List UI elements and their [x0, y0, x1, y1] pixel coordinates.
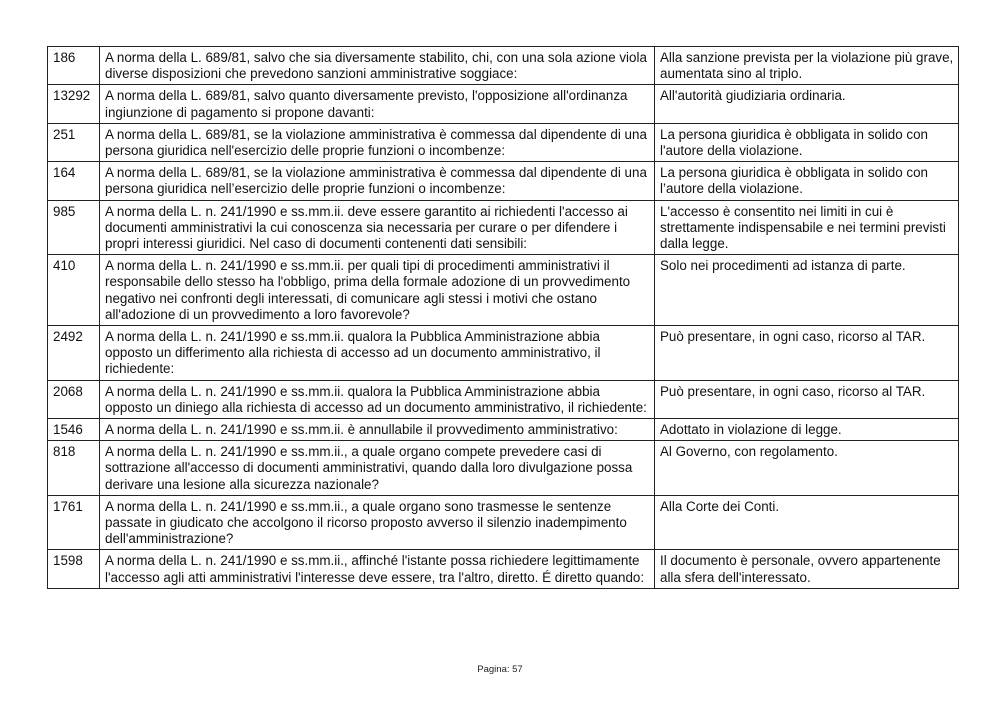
table-row	[48, 200, 959, 255]
question-id: 1546	[48, 419, 100, 441]
table-row	[48, 495, 959, 550]
table-row	[48, 47, 959, 85]
table-row	[48, 380, 959, 418]
question-text: A norma della L. 689/81, salvo che sia diversamente stabilito, chi, con una sola azione viola diverse disposizioni che prevedono sanzioni amministrative soggiace:	[100, 47, 655, 85]
table-row	[48, 326, 959, 381]
answer-text: La persona giuridica è obbligata in solido con l’autore della violazione.	[655, 162, 959, 200]
answer-text: Può presentare, in ogni caso, ricorso al TAR.	[655, 326, 959, 381]
question-text: A norma della L. 689/81, se la violazione amministrativa è commessa dal dipendente di una persona giuridica nell'esercizio delle proprie funzioni o incombenze:	[100, 123, 655, 161]
question-text: A norma della L. n. 241/1990 e ss.mm.ii., affinché l'istante possa richiedere legittimamente l'accesso agli atti amministrativi l'interesse deve essere, tra l'altro, diretto. É diretto quando:	[100, 550, 655, 588]
question-text: A norma della L. n. 241/1990 e ss.mm.ii., a quale organo compete prevedere casi di sottrazione all'accesso di documenti amministrativi, quando dalla loro divulgazione possa derivare una lesione alla sicurezza nazionale?	[100, 441, 655, 496]
answer-text: Il documento è personale, ovvero appartenente alla sfera dell'interessato.	[655, 550, 959, 588]
answer-text: La persona giuridica è obbligata in solido con l'autore della violazione.	[655, 123, 959, 161]
question-id: 1761	[48, 495, 100, 550]
question-text: A norma della L. n. 241/1990 e ss.mm.ii. qualora la Pubblica Amministrazione abbia opposto un differimento alla richiesta di accesso ad un documento amministrativo, il richiedente:	[100, 326, 655, 381]
question-id: 1598	[48, 550, 100, 588]
question-text: A norma della L. n. 241/1990 e ss.mm.ii. è annullabile il provvedimento amministrativo:	[100, 419, 655, 441]
question-id: 818	[48, 441, 100, 496]
question-text: A norma della L. n. 241/1990 e ss.mm.ii. qualora la Pubblica Amministrazione abbia opposto un diniego alla richiesta di accesso ad un documento amministrativo, il richiedente:	[100, 380, 655, 418]
table-row	[48, 123, 959, 161]
answer-text: Solo nei procedimenti ad istanza di parte.	[655, 255, 959, 326]
answer-text: L'accesso è consentito nei limiti in cui è strettamente indispensabile e nei termini previsti dalla legge.	[655, 200, 959, 255]
question-id: 251	[48, 123, 100, 161]
table-row	[48, 162, 959, 200]
answer-text: Alla Corte dei Conti.	[655, 495, 959, 550]
table-row	[48, 441, 959, 496]
question-text: A norma della L. 689/81, salvo quanto diversamente previsto, l'opposizione all'ordinanza ingiunzione di pagamento si propone davanti:	[100, 85, 655, 123]
table-row	[48, 85, 959, 123]
question-id: 2492	[48, 326, 100, 381]
question-answer-table	[47, 46, 959, 589]
table-row	[48, 419, 959, 441]
question-text: A norma della L. 689/81, se la violazione amministrativa è commessa dal dipendente di una persona giuridica nell’esercizio delle proprie funzioni o incombenze:	[100, 162, 655, 200]
answer-text: Al Governo, con regolamento.	[655, 441, 959, 496]
question-id: 164	[48, 162, 100, 200]
question-id: 13292	[48, 85, 100, 123]
answer-text: All'autorità giudiziaria ordinaria.	[655, 85, 959, 123]
question-text: A norma della L. n. 241/1990 e ss.mm.ii. per quali tipi di procedimenti amministrativi il responsabile dello stesso ha l'obbligo, prima della formale adozione di un provvedimento negativo nei confronti degli interessati, di comunicare agli stessi i motivi che ostano all'adozione di un provvedimento a loro favorevole?	[100, 255, 655, 326]
question-id: 186	[48, 47, 100, 85]
answer-text: Adottato in violazione di legge.	[655, 419, 959, 441]
question-id: 410	[48, 255, 100, 326]
answer-text: Può presentare, in ogni caso, ricorso al TAR.	[655, 380, 959, 418]
page-number: Pagina: 57	[477, 664, 523, 675]
question-text: A norma della L. n. 241/1990 e ss.mm.ii., a quale organo sono trasmesse le sentenze passate in giudicato che accolgono il ricorso proposto avverso il silenzio inadempimento dell'amministrazione?	[100, 495, 655, 550]
question-id: 2068	[48, 380, 100, 418]
table-row	[48, 255, 959, 326]
question-id: 985	[48, 200, 100, 255]
answer-text: Alla sanzione prevista per la violazione più grave, aumentata sino al triplo.	[655, 47, 959, 85]
table-row	[48, 550, 959, 588]
question-text: A norma della L. n. 241/1990 e ss.mm.ii. deve essere garantito ai richiedenti l'accesso ai documenti amministrativi la cui conoscenza sia necessaria per curare o per difendere i propri interessi giuridici. Nel caso di documenti contenenti dati sensibili:	[100, 200, 655, 255]
